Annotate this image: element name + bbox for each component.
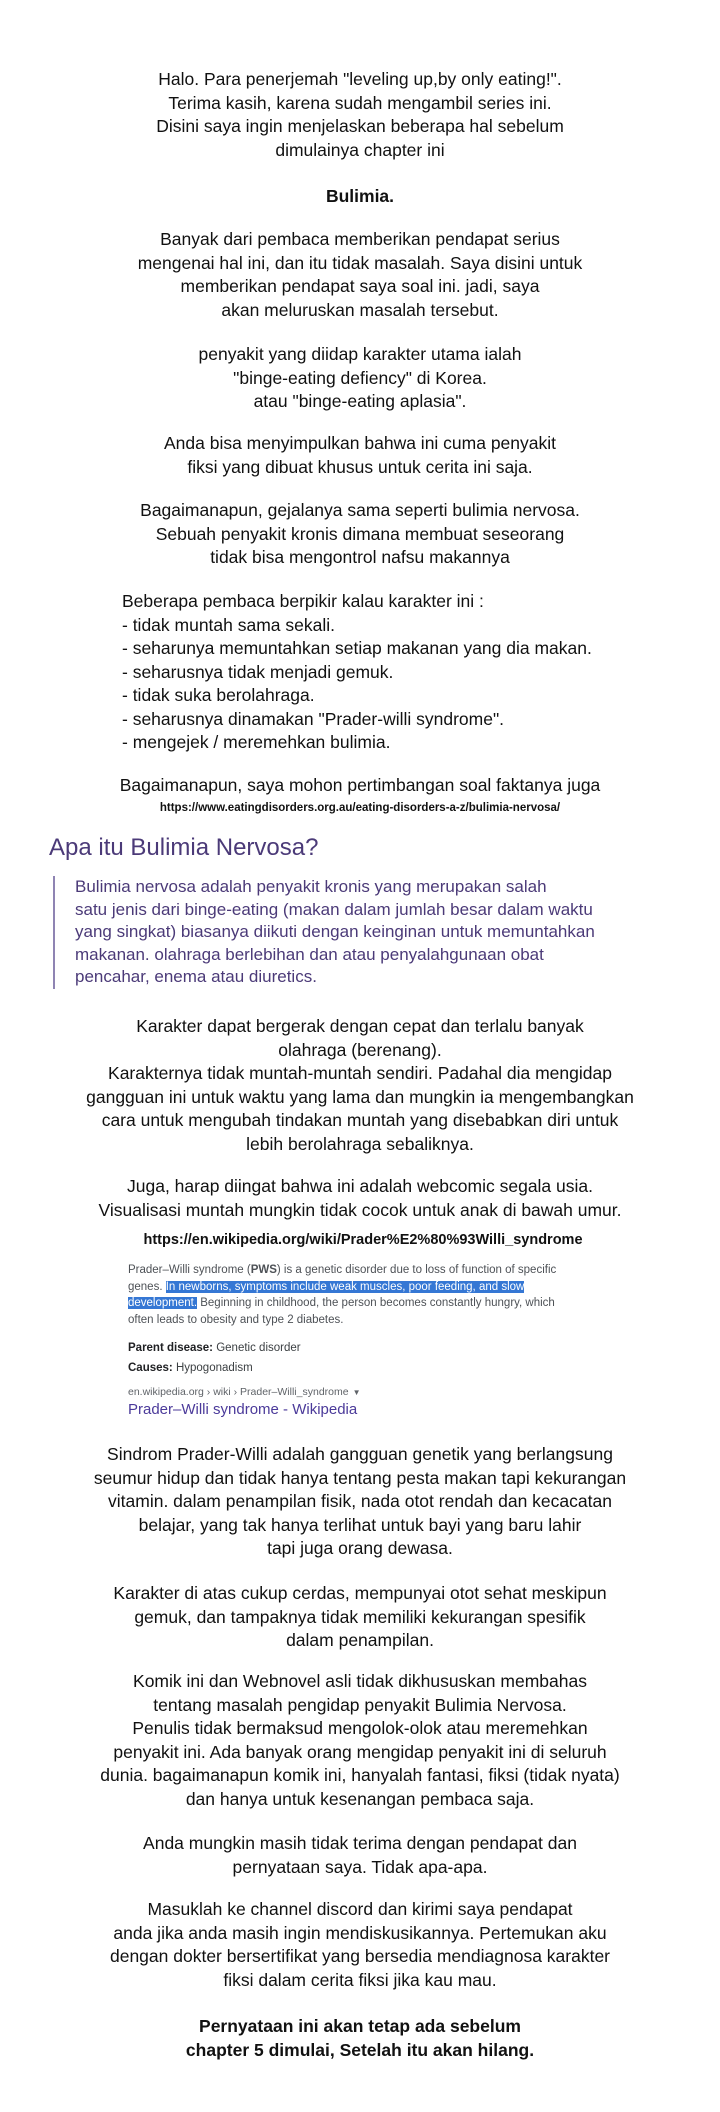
- snippet-text: Prader–Willi syndrome (: [128, 1264, 251, 1276]
- list-item: - mengejek / meremehkan bulimia.: [122, 732, 391, 752]
- text-line: tapi juga orang dewasa.: [267, 1538, 453, 1558]
- text-line: Anda bisa menyimpulkan bahwa ini cuma penyakit: [163, 433, 557, 453]
- text-line: gemuk, dan tampaknya tidak memiliki kekurangan spesifik: [134, 1606, 586, 1627]
- disagree-paragraph: [40, 1832, 680, 1879]
- wiki-meta: [128, 1338, 588, 1378]
- bulimia-heading: [40, 185, 680, 209]
- wiki-result-link[interactable]: Prader–Willi syndrome - Wikipedia: [128, 1401, 358, 1418]
- caret-down-icon[interactable]: ▼: [352, 1388, 361, 1397]
- snippet-line: often leads to obesity and type 2 diabetes.: [128, 1313, 344, 1326]
- text-line: Anda mungkin masih tidak terima dengan pendapat dan: [143, 1833, 577, 1853]
- text-line: mengenai hal ini, dan itu tidak masalah. Saya disini untuk: [137, 252, 583, 273]
- snippet-abbrev: PWS: [250, 1264, 277, 1276]
- quote-line: satu jenis dari binge-eating (makan dalam jumlah besar dalam waktu: [75, 899, 593, 919]
- quote-line: yang singkat) biasanya diikuti dengan keinginan untuk memuntahkan: [75, 922, 595, 941]
- text-line: seumur hidup dan tidak hanya tentang pesta makan tapi kekurangan: [93, 1467, 627, 1488]
- text-line: Terima kasih, karena sudah mengambil series ini.: [168, 92, 552, 113]
- text-line: anda jika anda masih ingin mendiskusikannya. Pertemukan aku: [113, 1922, 607, 1943]
- consider-paragraph: [40, 774, 680, 798]
- text-line: penyakit yang diidap karakter utama ialah: [198, 344, 522, 364]
- highlighted-text: In newborns, symptoms include weak muscles, poor feeding, and slow: [165, 1280, 525, 1293]
- text-line: Karakternya tidak muntah-muntah sendiri. Padahal dia mengidap: [108, 1063, 612, 1083]
- text-line: dimulainya chapter ini: [275, 139, 445, 160]
- text-line: akan meluruskan masalah tersebut.: [221, 299, 499, 320]
- wikipedia-search-result: [128, 1232, 588, 1418]
- character-paragraph: [40, 1015, 680, 1156]
- smart-character-paragraph: [40, 1582, 680, 1653]
- text-line: chapter 5 dimulai, Setelah itu akan hilang.: [185, 2039, 535, 2060]
- closing-statement: [40, 2015, 680, 2062]
- quote-line: makanan. olahraga berlebihan dan atau penyalahgunaan obat: [75, 944, 544, 964]
- wiki-breadcrumb: [128, 1386, 588, 1398]
- disease-paragraph: [40, 343, 680, 414]
- text-line: vitamin. dalam penampilan fisik, nada otot rendah dan kecacatan: [108, 1491, 612, 1511]
- text-line: tidak bisa mengontrol nafsu makannya: [210, 547, 510, 567]
- parent-disease-row: [128, 1338, 588, 1358]
- prader-paragraph: [40, 1443, 680, 1561]
- text-line: fiksi dalam cerita fiksi jika kau mau.: [223, 1969, 497, 1990]
- wiki-url: https://en.wikipedia.org/wiki/Prader%E2%80%93Willi_syndrome: [143, 1232, 583, 1248]
- text-line: dunia. bagaimanapun komik ini, hanyalah fantasi, fiksi (tidak nyata): [100, 1765, 620, 1785]
- snippet-text: Beginning in childhood, the person becomes constantly hungry, which: [197, 1297, 555, 1309]
- text-line: Karakter di atas cukup cerdas, mempunyai otot sehat meskipun: [113, 1583, 607, 1603]
- text-line: Disini saya ingin menjelaskan beberapa hal sebelum: [156, 116, 564, 136]
- text-line: penyakit ini. Ada banyak orang mengidap penyakit ini di seluruh: [113, 1741, 607, 1762]
- text-line: Masuklah ke channel discord dan kirimi saya pendapat: [147, 1899, 573, 1919]
- text-line: Visualisasi muntah mungkin tidak cocok untuk anak di bawah umur.: [98, 1199, 622, 1220]
- list-item: - seharusnya dinamakan "Prader-willi syndrome".: [122, 708, 505, 729]
- fiction-paragraph: [40, 432, 680, 479]
- text-line: Bagaimanapun, gejalanya sama seperti bulimia nervosa.: [140, 500, 580, 520]
- text-line: Bagaimanapun, saya mohon pertimbangan soal faktanya juga: [119, 775, 601, 795]
- text-line: tentang masalah pengidap penyakit Bulimia Nervosa.: [153, 1694, 567, 1715]
- breadcrumb-text: en.wikipedia.org › wiki › Prader–Willi_syndrome: [128, 1386, 349, 1398]
- list-item: - seharusnya tidak menjadi gemuk.: [122, 661, 394, 682]
- meta-key: Parent disease:: [128, 1342, 214, 1354]
- bulimia-section-title: Apa itu Bulimia Nervosa?: [49, 834, 319, 861]
- text-line: "binge-eating defiency" di Korea.: [233, 367, 487, 388]
- text-line: memberikan pendapat saya soal ini. jadi, saya: [180, 276, 540, 296]
- snippet-line: [128, 1262, 588, 1279]
- comic-disclaimer-paragraph: [40, 1670, 680, 1811]
- quote-line: pencahar, enema atau diuretics.: [75, 967, 317, 986]
- reader-opinion-list: [122, 590, 592, 755]
- snippet-line: [128, 1279, 588, 1296]
- snippet-line: [128, 1295, 588, 1312]
- text-line: Banyak dari pembaca memberikan pendapat serius: [160, 229, 560, 249]
- quote-line: Bulimia nervosa adalah penyakit kronis yang merupakan salah: [75, 877, 547, 896]
- heading-text: Bulimia.: [325, 186, 395, 206]
- list-intro: Beberapa pembaca berpikir kalau karakter ini :: [122, 591, 484, 611]
- text-line: gangguan ini untuk waktu yang lama dan mungkin ia mengembangkan: [86, 1086, 634, 1107]
- meta-key: Causes:: [128, 1362, 173, 1374]
- discord-paragraph: [40, 1898, 680, 1992]
- meta-value: Genetic disorder: [216, 1342, 301, 1354]
- snippet-text: ) is a genetic disorder due to loss of function of specific: [276, 1264, 557, 1276]
- source-url: https://www.eatingdisorders.org.au/eating-disorders-a-z/bulimia-nervosa/: [159, 802, 561, 814]
- text-line: lebih berolahraga sebaliknya.: [246, 1133, 474, 1154]
- list-item: - tidak suka berolahraga.: [122, 685, 315, 705]
- text-line: Halo. Para penerjemah "leveling up,by only eating!".: [158, 69, 562, 89]
- text-line: Sebuah penyakit kronis dimana membuat seseorang: [155, 523, 565, 544]
- text-line: olahraga (berenang).: [278, 1039, 442, 1060]
- text-line: cara untuk mengubah tindakan muntah yang disebabkan diri untuk: [101, 1110, 619, 1130]
- text-line: Penulis tidak bermaksud mengolok-olok atau meremehkan: [132, 1718, 588, 1738]
- text-line: Karakter dapat bergerak dengan cepat dan terlalu banyak: [136, 1016, 584, 1036]
- text-line: pernyataan saya. Tidak apa-apa.: [232, 1856, 488, 1877]
- wiki-snippet: [128, 1262, 588, 1328]
- text-line: dalam penampilan.: [286, 1630, 434, 1650]
- text-line: dengan dokter bersertifikat yang bersedia mendiagnosa karakter: [109, 1946, 611, 1966]
- symptoms-paragraph: [40, 499, 680, 570]
- webcomic-paragraph: [40, 1175, 680, 1222]
- intro-paragraph: [40, 68, 680, 162]
- readers-paragraph: [40, 228, 680, 322]
- text-line: dan hanya untuk kesenangan pembaca saja.: [185, 1788, 535, 1809]
- list-item: - seharunya memuntahkan setiap makanan yang dia makan.: [122, 638, 592, 658]
- text-line: fiksi yang dibuat khusus untuk cerita ini saja.: [187, 456, 533, 477]
- text-line: belajar, yang tak hanya terlihat untuk bayi yang baru lahir: [138, 1514, 582, 1535]
- highlighted-text: development.: [128, 1297, 198, 1309]
- text-line: Pernyataan ini akan tetap ada sebelum: [199, 2016, 521, 2036]
- text-line: Komik ini dan Webnovel asli tidak dikhususkan membahas: [133, 1671, 587, 1691]
- list-item: - tidak muntah sama sekali.: [122, 614, 336, 635]
- causes-row: [128, 1358, 588, 1378]
- text-line: atau "binge-eating aplasia".: [253, 391, 467, 411]
- snippet-text: genes.: [128, 1280, 166, 1293]
- meta-value: Hypogonadism: [175, 1362, 253, 1374]
- text-line: Sindrom Prader-Willi adalah gangguan genetik yang berlangsung: [107, 1444, 613, 1464]
- text-line: Juga, harap diingat bahwa ini adalah webcomic segala usia.: [127, 1176, 593, 1196]
- bulimia-definition-quote: [53, 876, 675, 989]
